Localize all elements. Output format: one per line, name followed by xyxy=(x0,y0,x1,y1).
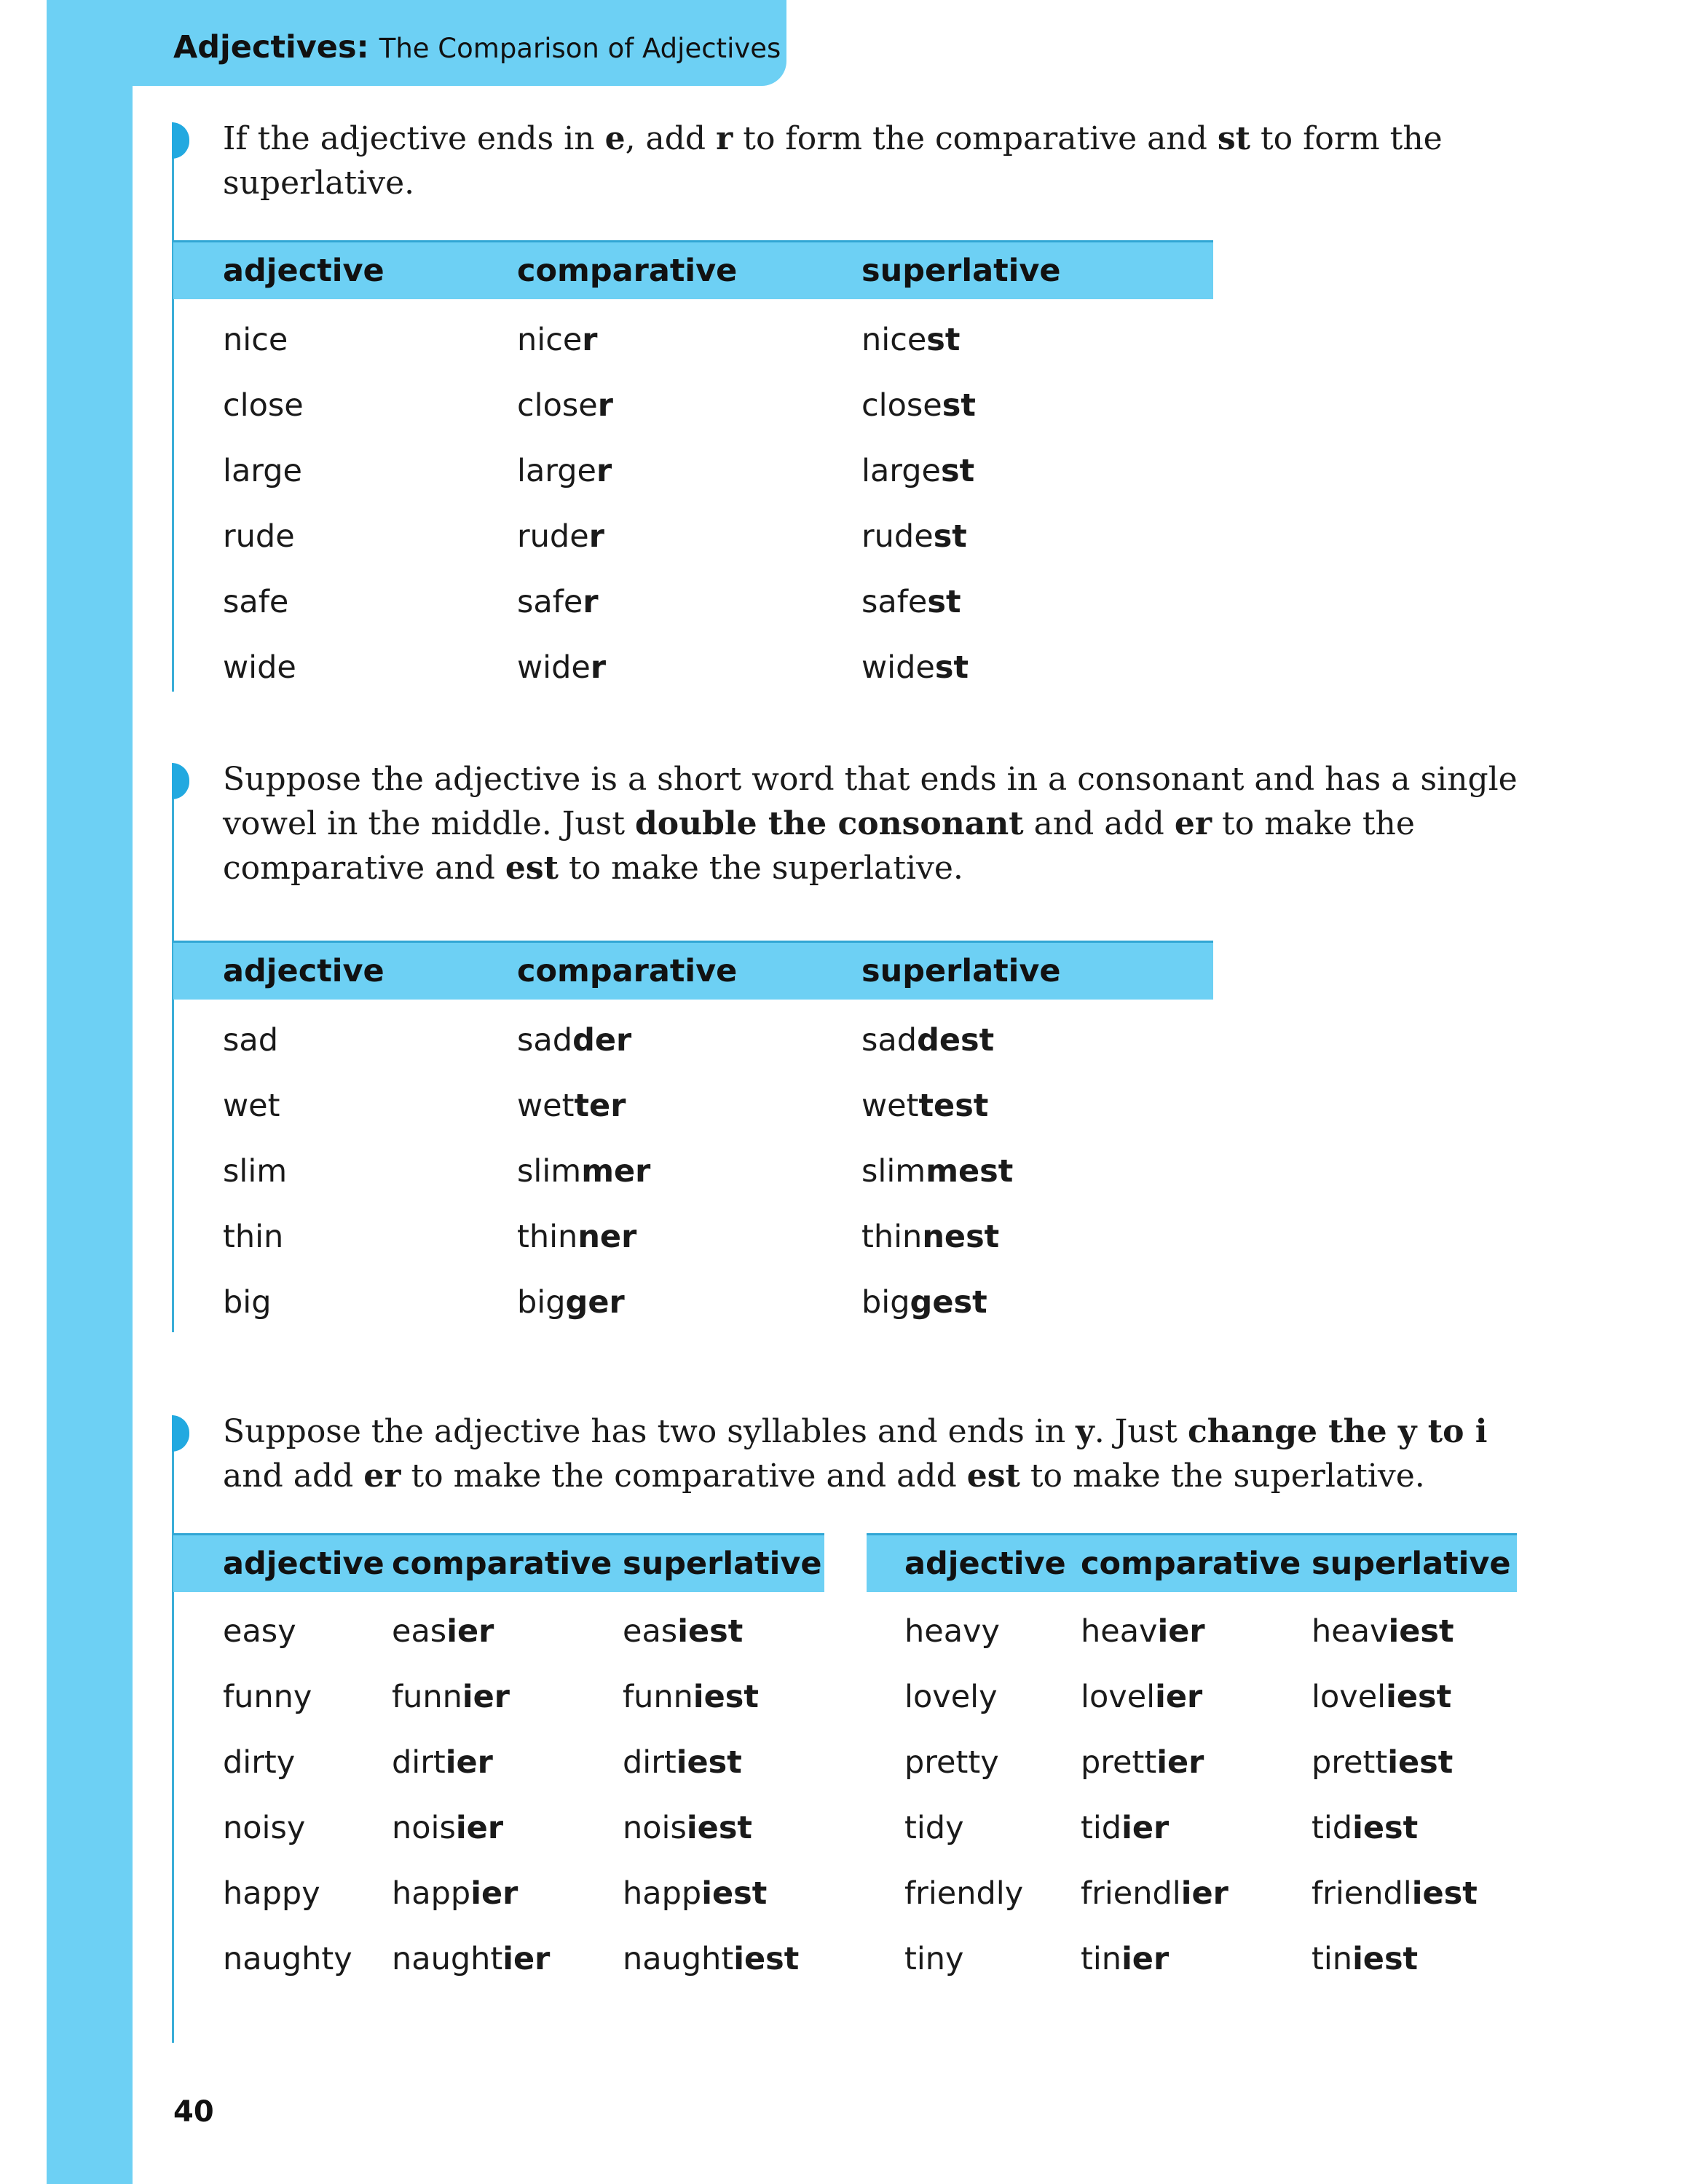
word-stem: slim xyxy=(517,1153,582,1190)
word-ending: r xyxy=(590,649,607,686)
word-ending: ier xyxy=(1121,1810,1170,1846)
word-ending: mest xyxy=(926,1153,1014,1190)
bullet-marker xyxy=(172,763,189,799)
word-ending: ner xyxy=(577,1219,637,1255)
word-stem: heav xyxy=(1312,1613,1389,1650)
rule-text-segment: and add xyxy=(223,1457,364,1495)
word-stem: eas xyxy=(392,1613,447,1650)
table-cell xyxy=(623,1744,742,1781)
table-cell xyxy=(861,1219,999,1255)
table-cell xyxy=(1312,1810,1418,1846)
bullet-marker xyxy=(172,1415,189,1452)
word-stem: close xyxy=(861,387,942,424)
page-header xyxy=(173,29,781,66)
word-ending: iest xyxy=(686,1810,752,1846)
word-ending: iest xyxy=(733,1941,800,1977)
column-header-comparative: comparative xyxy=(517,953,738,989)
word-stem: dirt xyxy=(392,1744,446,1781)
word-stem: funn xyxy=(623,1679,693,1715)
word-stem: safe xyxy=(223,584,289,620)
table-cell xyxy=(904,1875,1023,1912)
word-stem: tin xyxy=(1081,1941,1122,1977)
word-ending: r xyxy=(583,584,599,620)
word-stem: eas xyxy=(623,1613,678,1650)
word-stem: rude xyxy=(223,518,295,555)
word-ending: mer xyxy=(581,1153,651,1190)
word-stem: close xyxy=(223,387,304,424)
word-ending: der xyxy=(572,1022,632,1059)
word-stem: close xyxy=(517,387,598,424)
table-cell xyxy=(861,387,976,424)
table-cell xyxy=(1081,1744,1204,1781)
table-cell xyxy=(392,1810,503,1846)
word-stem: wet xyxy=(223,1088,280,1124)
column-header-adjective: adjective xyxy=(223,253,384,289)
rule-text xyxy=(223,1409,1526,1498)
table-cell xyxy=(223,1022,278,1059)
word-ending: ier xyxy=(1157,1613,1205,1650)
word-ending: test xyxy=(918,1088,989,1124)
word-ending: ier xyxy=(1121,1941,1170,1977)
word-stem: easy xyxy=(223,1613,296,1650)
rule-text-segment: y xyxy=(1076,1413,1095,1450)
table-cell xyxy=(861,453,974,489)
rule-text xyxy=(223,116,1490,205)
word-ending: st xyxy=(927,584,961,620)
word-stem: sad xyxy=(223,1022,279,1059)
word-stem: tin xyxy=(1312,1941,1353,1977)
word-ending: ier xyxy=(1180,1875,1228,1912)
rule-text-segment: Suppose the adjective has two syllables and ends in xyxy=(223,1413,1076,1450)
word-stem: nice xyxy=(861,322,927,358)
table-cell xyxy=(1312,1875,1478,1912)
table-cell xyxy=(861,1022,994,1059)
page-number: 40 xyxy=(173,2095,214,2129)
word-stem: safe xyxy=(517,584,583,620)
word-stem: safe xyxy=(861,584,928,620)
word-stem: nice xyxy=(517,322,583,358)
word-stem: heavy xyxy=(904,1613,1000,1650)
column-header-comparative: comparative xyxy=(1081,1546,1301,1582)
word-stem: naught xyxy=(623,1941,734,1977)
word-stem: tid xyxy=(1312,1810,1353,1846)
word-stem: large xyxy=(223,453,302,489)
table-cell xyxy=(517,1153,650,1190)
table-cell xyxy=(517,322,598,358)
word-ending: iest xyxy=(1387,1744,1454,1781)
word-stem: large xyxy=(861,453,941,489)
word-stem: friendl xyxy=(1312,1875,1412,1912)
word-stem: tiny xyxy=(904,1941,964,1977)
table-cell xyxy=(223,453,302,489)
section-rule xyxy=(172,764,174,1332)
table-cell xyxy=(861,1153,1013,1190)
table-cell xyxy=(1312,1941,1418,1977)
table-cell xyxy=(223,1219,283,1255)
word-ending: ier xyxy=(446,1613,494,1650)
table-cell xyxy=(861,322,960,358)
rule-text-segment: If the adjective ends in xyxy=(223,120,605,157)
word-stem: friendl xyxy=(1081,1875,1181,1912)
word-stem: pretty xyxy=(904,1744,999,1781)
column-header-comparative: comparative xyxy=(392,1546,612,1582)
table-cell xyxy=(392,1613,494,1650)
table-cell xyxy=(904,1941,964,1977)
word-ending: dest xyxy=(917,1022,995,1059)
word-stem: big xyxy=(861,1284,910,1321)
section-rule xyxy=(172,124,174,692)
word-stem: sad xyxy=(861,1022,918,1059)
word-stem: dirty xyxy=(223,1744,296,1781)
sidebar-band xyxy=(47,0,133,2184)
table-cell xyxy=(223,1088,280,1124)
rule-text-segment: to make the comparative and add xyxy=(401,1457,967,1495)
word-stem: funn xyxy=(392,1679,462,1715)
table-cell xyxy=(223,1613,296,1650)
word-stem: wet xyxy=(517,1088,575,1124)
table-cell xyxy=(392,1875,518,1912)
table-cell xyxy=(517,387,613,424)
word-ending: st xyxy=(942,387,976,424)
table-cell xyxy=(223,1810,305,1846)
word-stem: happ xyxy=(392,1875,471,1912)
word-stem: thin xyxy=(517,1219,578,1255)
table-cell xyxy=(623,1875,767,1912)
column-header-adjective: adjective xyxy=(904,1546,1066,1582)
rule-text-segment: est xyxy=(505,850,559,887)
word-ending: iest xyxy=(693,1679,759,1715)
word-stem: funny xyxy=(223,1679,312,1715)
word-stem: sad xyxy=(517,1022,573,1059)
rule-text-segment: to make the superlative. xyxy=(558,850,963,887)
word-stem: slim xyxy=(223,1153,288,1190)
column-header-superlative: superlative xyxy=(861,253,1061,289)
table-cell xyxy=(517,1022,631,1059)
word-ending: r xyxy=(588,518,604,555)
table-cell xyxy=(517,453,612,489)
table-cell xyxy=(861,1284,987,1321)
word-ending: st xyxy=(934,649,969,686)
word-stem: wide xyxy=(517,649,591,686)
word-ending: ier xyxy=(470,1875,518,1912)
table-cell xyxy=(1081,1875,1228,1912)
rule-text-segment: double the consonant xyxy=(634,805,1024,842)
word-stem: thin xyxy=(223,1219,284,1255)
section-rule xyxy=(172,1417,174,2043)
word-ending: iest xyxy=(1352,1941,1419,1977)
table-cell xyxy=(1312,1744,1453,1781)
table-cell xyxy=(223,1284,272,1321)
word-stem: happ xyxy=(623,1875,702,1912)
word-stem: heav xyxy=(1081,1613,1158,1650)
word-ending: ier xyxy=(455,1810,504,1846)
word-ending: iest xyxy=(1388,1613,1454,1650)
table-cell xyxy=(517,1284,625,1321)
column-header-adjective: adjective xyxy=(223,953,384,989)
table-cell xyxy=(623,1679,759,1715)
word-ending: iest xyxy=(701,1875,768,1912)
word-stem: wide xyxy=(861,649,935,686)
rule-text-segment: to make the superlative. xyxy=(1019,1457,1425,1495)
table-cell xyxy=(223,1941,352,1977)
table-cell xyxy=(904,1613,1000,1650)
word-stem: thin xyxy=(861,1219,923,1255)
word-ending: ier xyxy=(445,1744,493,1781)
table-cell xyxy=(904,1744,999,1781)
rule-text-segment: to form the comparative and xyxy=(733,120,1218,157)
table-header xyxy=(173,941,1213,1000)
word-stem: prett xyxy=(1081,1744,1157,1781)
rule-text-segment: Suppose the adjective is a short word that ends in a consonant and has a single vowel in the middle. Just xyxy=(223,761,1518,842)
word-ending: ier xyxy=(1155,1679,1203,1715)
table-cell xyxy=(517,649,606,686)
word-ending: gest xyxy=(910,1284,987,1321)
table-cell xyxy=(517,584,599,620)
rule-text-segment: r xyxy=(716,120,733,157)
word-ending: ier xyxy=(502,1941,551,1977)
rule-text-segment: est xyxy=(966,1457,1020,1495)
table-cell xyxy=(1081,1941,1169,1977)
word-ending: ter xyxy=(574,1088,626,1124)
word-stem: nice xyxy=(223,322,288,358)
table-cell xyxy=(517,518,604,555)
table-cell xyxy=(623,1941,799,1977)
column-header-superlative: superlative xyxy=(623,1546,822,1582)
table-cell xyxy=(223,387,304,424)
rule-text-segment: to make the comparative and xyxy=(223,805,1415,887)
word-ending: nest xyxy=(922,1219,1000,1255)
word-ending: iest xyxy=(1352,1810,1419,1846)
header-title: Adjectives: xyxy=(173,29,369,66)
table-cell xyxy=(392,1941,550,1977)
rule-text-segment: and add xyxy=(1023,805,1175,842)
table-cell xyxy=(904,1810,964,1846)
word-ending: iest xyxy=(1411,1875,1478,1912)
word-stem: prett xyxy=(1312,1744,1388,1781)
word-ending: r xyxy=(597,387,613,424)
table-cell xyxy=(904,1679,998,1715)
word-stem: naughty xyxy=(223,1941,352,1977)
table-header xyxy=(173,240,1213,299)
table-cell xyxy=(517,1219,636,1255)
word-ending: r xyxy=(596,453,612,489)
word-stem: lovel xyxy=(1312,1679,1387,1715)
table-cell xyxy=(861,1088,988,1124)
table-cell xyxy=(1081,1613,1205,1650)
table-cell xyxy=(223,1153,287,1190)
rule-text-segment: , add xyxy=(625,120,717,157)
word-ending: st xyxy=(933,518,967,555)
column-header-comparative: comparative xyxy=(517,253,738,289)
table-cell xyxy=(392,1679,510,1715)
word-stem: friendly xyxy=(904,1875,1024,1912)
rule-text-segment: . Just xyxy=(1094,1413,1188,1450)
rule-text-segment: e xyxy=(604,120,626,157)
word-ending: st xyxy=(926,322,961,358)
table-header xyxy=(173,1533,824,1592)
rule-text-segment: to form the superlative. xyxy=(223,120,1443,202)
word-stem: noisy xyxy=(223,1810,306,1846)
word-stem: wide xyxy=(223,649,296,686)
header-subtitle: The Comparison of Adjectives xyxy=(379,33,781,64)
table-cell xyxy=(623,1810,752,1846)
rule-text-segment: er xyxy=(363,1457,401,1495)
word-ending: iest xyxy=(1386,1679,1452,1715)
table-cell xyxy=(223,1744,295,1781)
table-cell xyxy=(1081,1679,1202,1715)
word-stem: nois xyxy=(392,1810,456,1846)
word-ending: r xyxy=(582,322,598,358)
rule-text-segment: st xyxy=(1217,120,1250,157)
table-cell xyxy=(861,518,967,555)
table-cell xyxy=(223,518,295,555)
word-stem: big xyxy=(517,1284,566,1321)
table-cell xyxy=(223,584,288,620)
word-stem: large xyxy=(517,453,596,489)
word-ending: iest xyxy=(677,1613,744,1650)
word-ending: iest xyxy=(676,1744,742,1781)
bullet-marker xyxy=(172,122,189,159)
word-ending: ier xyxy=(462,1679,510,1715)
word-stem: rude xyxy=(861,518,934,555)
word-stem: rude xyxy=(517,518,589,555)
table-cell xyxy=(223,649,296,686)
word-stem: wet xyxy=(861,1088,919,1124)
table-cell xyxy=(861,584,961,620)
word-ending: st xyxy=(940,453,975,489)
word-stem: lovely xyxy=(904,1679,998,1715)
table-cell xyxy=(223,322,288,358)
table-cell xyxy=(861,649,969,686)
table-header xyxy=(867,1533,1517,1592)
rule-text-segment: er xyxy=(1174,805,1212,842)
column-header-adjective: adjective xyxy=(223,1546,384,1582)
word-stem: tid xyxy=(1081,1810,1122,1846)
table-cell xyxy=(1312,1679,1451,1715)
table-cell xyxy=(223,1679,312,1715)
table-cell xyxy=(1081,1810,1169,1846)
word-stem: tidy xyxy=(904,1810,964,1846)
table-cell xyxy=(392,1744,493,1781)
word-stem: slim xyxy=(861,1153,926,1190)
word-ending: ger xyxy=(565,1284,625,1321)
word-stem: lovel xyxy=(1081,1679,1156,1715)
table-cell xyxy=(623,1613,743,1650)
table-cell xyxy=(223,1875,320,1912)
word-ending: ier xyxy=(1156,1744,1204,1781)
column-header-superlative: superlative xyxy=(1312,1546,1511,1582)
word-stem: dirt xyxy=(623,1744,677,1781)
table-cell xyxy=(517,1088,626,1124)
rule-text-segment: change the y to i xyxy=(1187,1413,1488,1450)
table-cell xyxy=(1312,1613,1454,1650)
column-header-superlative: superlative xyxy=(861,953,1061,989)
word-stem: naught xyxy=(392,1941,503,1977)
word-stem: nois xyxy=(623,1810,687,1846)
rule-text xyxy=(223,757,1526,890)
word-stem: big xyxy=(223,1284,272,1321)
word-stem: happy xyxy=(223,1875,320,1912)
